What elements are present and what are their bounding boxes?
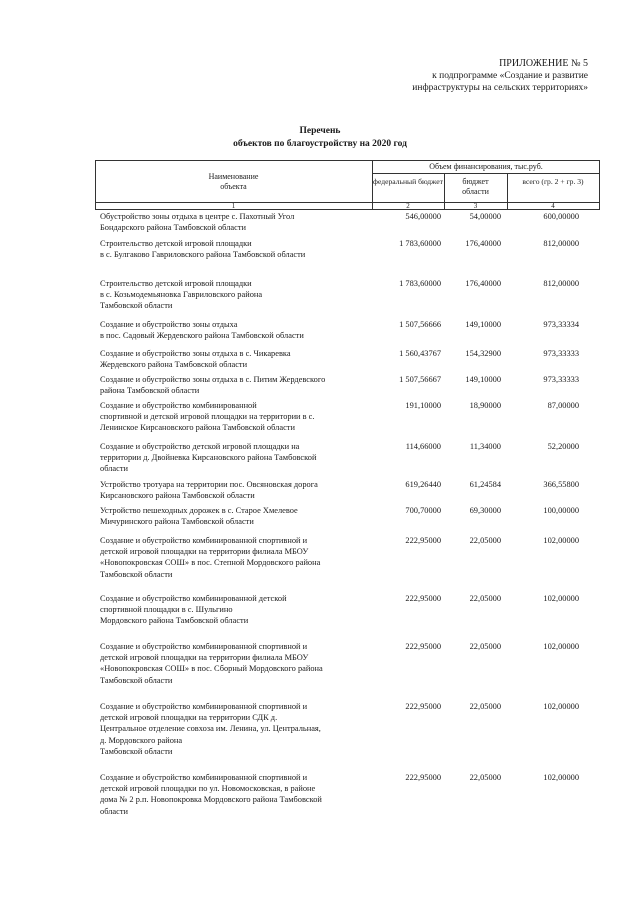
name-line: территории д. Двойневка Кирсановского района Тамбовской xyxy=(100,453,317,463)
name-line: «Новопокровская СОШ» в пос. Степной Мордовского района xyxy=(100,558,321,568)
col-regional-line2: области xyxy=(462,187,489,196)
federal-value: 1 560,43767 xyxy=(399,349,441,358)
name-line: Создание и обустройство комбинированной xyxy=(100,401,257,410)
federal-value: 1 507,56666 xyxy=(399,320,441,329)
regional-value: 22,05000 xyxy=(469,594,501,603)
regional-value: 22,05000 xyxy=(469,773,501,782)
object-name xyxy=(100,441,372,475)
name-line: в пос. Садовый Жердевского района Тамбовской области xyxy=(100,331,304,341)
col-name-header xyxy=(95,172,372,192)
total-value: 100,00000 xyxy=(543,506,579,515)
name-line: в с. Козьмодемьяновка Гавриловского района xyxy=(100,290,263,300)
name-line: Центральное отделение совхоза им. Ленина, ул. Центральная, xyxy=(100,724,321,734)
object-name xyxy=(100,278,372,312)
federal-value: 222,95000 xyxy=(405,773,441,782)
name-line: Создание и обустройство детской игровой площадки на xyxy=(100,442,300,451)
name-line: Мордовского района Тамбовской области xyxy=(100,616,249,626)
name-line: Строительство детской игровой площадки xyxy=(100,239,252,248)
object-name xyxy=(100,641,372,686)
federal-value: 222,95000 xyxy=(405,536,441,545)
col-num-1: 1 xyxy=(231,202,236,210)
object-name xyxy=(100,701,372,757)
object-name xyxy=(100,772,372,817)
name-line: Ленинское Кирсановского района Тамбовской области xyxy=(100,423,295,433)
name-line: Устройство пешеходных дорожек в с. Старое Хмелевое xyxy=(100,506,298,515)
name-line: Устройство тротуара на территории пос. Овсяновская дорога xyxy=(100,480,318,489)
col-federal-header: федеральный бюджет xyxy=(373,177,443,186)
col-num-3: 3 xyxy=(473,202,478,210)
object-name xyxy=(100,400,372,434)
name-line: Тамбовской области xyxy=(100,301,173,311)
federal-value: 222,95000 xyxy=(405,702,441,711)
object-name xyxy=(100,505,372,527)
total-value: 973,33333 xyxy=(543,375,579,384)
regional-value: 22,05000 xyxy=(469,702,501,711)
total-value: 102,00000 xyxy=(543,773,579,782)
name-line: детской игровой площадки на территории СДК д. xyxy=(100,713,278,723)
name-line: в с. Булгаково Гавриловского района Тамбовской области xyxy=(100,250,306,260)
name-line: Тамбовской области xyxy=(100,675,173,685)
appendix-block xyxy=(330,58,588,94)
federal-value: 546,00000 xyxy=(405,212,441,221)
col-regional-header xyxy=(444,177,507,197)
name-line: «Новопокровская СОШ» в пос. Сборный Мордовского района xyxy=(100,664,323,674)
name-line: Создание и обустройство комбинированной спортивной и xyxy=(100,642,308,651)
name-line: района Тамбовской области xyxy=(100,386,200,396)
object-name xyxy=(100,374,372,396)
name-line: Создание и обустройство комбинированной спортивной и xyxy=(100,773,308,782)
regional-value: 154,32900 xyxy=(465,349,501,358)
object-name xyxy=(100,479,372,501)
object-name xyxy=(100,535,372,580)
name-line: Создание и обустройство зоны отдыха в с. Питим Жердевского xyxy=(100,375,326,384)
federal-value: 619,26440 xyxy=(405,480,441,489)
document-heading-subtitle: объектов по благоустройству на 2020 год xyxy=(233,139,407,149)
regional-value: 149,10000 xyxy=(465,320,501,329)
name-line: спортивной площадки в с. Шульгино xyxy=(100,605,233,615)
name-line: Создание и обустройство зоны отдыха xyxy=(100,320,238,329)
funding-header: Объем финансирования, тыс.руб. xyxy=(429,162,543,171)
name-line: детской игровой площадки по ул. Новомосковская, в районе xyxy=(100,784,316,794)
name-line: дома № 2 р.п. Новопокровка Мордовского района Тамбовской xyxy=(100,795,322,805)
col-num-2: 2 xyxy=(406,202,410,210)
total-value: 102,00000 xyxy=(543,536,579,545)
regional-value: 22,05000 xyxy=(469,536,501,545)
col-regional-line1: бюджет xyxy=(462,177,489,186)
name-line: Обустройство зоны отдыха в центре с. Пахотный Угол xyxy=(100,212,295,221)
regional-value: 149,10000 xyxy=(465,375,501,384)
federal-value: 191,10000 xyxy=(405,401,441,410)
regional-value: 176,40000 xyxy=(465,239,501,248)
name-line: области xyxy=(100,464,128,474)
total-value: 366,55800 xyxy=(543,480,579,489)
federal-value: 222,95000 xyxy=(405,642,441,651)
name-line: детской игровой площадки на территории филиала МБОУ xyxy=(100,653,309,663)
name-line: области xyxy=(100,806,128,816)
total-value: 87,00000 xyxy=(547,401,579,410)
regional-value: 54,00000 xyxy=(469,212,501,221)
federal-value: 1 783,60000 xyxy=(399,239,441,248)
object-name xyxy=(100,348,372,370)
total-value: 812,00000 xyxy=(543,279,579,288)
name-line: д. Мордовского района xyxy=(100,735,183,745)
federal-value: 222,95000 xyxy=(405,594,441,603)
col-name-line1: Наименование xyxy=(208,172,259,181)
appendix-title: ПРИЛОЖЕНИЕ № 5 xyxy=(499,58,588,69)
total-value: 600,00000 xyxy=(543,212,579,221)
total-value: 102,00000 xyxy=(543,642,579,651)
col-total-header: всего (гр. 2 + гр. 3) xyxy=(522,177,584,186)
name-line: спортивной и детской игровой площадки на территории в с. xyxy=(100,412,315,422)
total-value: 973,33333 xyxy=(543,349,579,358)
table-header xyxy=(95,160,600,210)
name-line: Мичуринского района Тамбовской области xyxy=(100,517,254,527)
header-top-line xyxy=(95,160,600,161)
appendix-line2: инфраструктуры на сельских территориях» xyxy=(412,83,588,93)
name-line: Тамбовской области xyxy=(100,569,173,579)
name-line: детской игровой площадки на территории филиала МБОУ xyxy=(100,547,309,557)
regional-value: 69,30000 xyxy=(469,506,501,515)
name-line: Жердевского района Тамбовской области xyxy=(100,360,248,370)
name-line: Кирсановского района Тамбовской области xyxy=(100,491,255,501)
regional-value: 18,90000 xyxy=(469,401,501,410)
name-line: Создание и обустройство комбинированной спортивной и xyxy=(100,702,308,711)
total-value: 973,33334 xyxy=(543,320,579,329)
total-value: 102,00000 xyxy=(543,594,579,603)
appendix-line1: к подпрограмме «Создание и развитие xyxy=(432,71,588,81)
name-line: Тамбовской области xyxy=(100,746,173,756)
name-line: Строительство детской игровой площадки xyxy=(100,279,252,288)
total-value: 102,00000 xyxy=(543,702,579,711)
federal-value: 1 507,56667 xyxy=(399,375,441,384)
objects-table xyxy=(95,160,600,816)
federal-value: 1 783,60000 xyxy=(399,279,441,288)
col-name-line2: объекта xyxy=(220,182,247,191)
object-name xyxy=(100,238,372,260)
col-num-4: 4 xyxy=(551,202,555,210)
regional-value: 11,34000 xyxy=(469,442,501,451)
regional-value: 176,40000 xyxy=(465,279,501,288)
name-line: Бондарского района Тамбовской области xyxy=(100,223,246,233)
name-line: Создание и обустройство комбинированной спортивной и xyxy=(100,536,308,545)
federal-value: 700,70000 xyxy=(405,506,441,515)
name-line: Создание и обустройство зоны отдыха в с. Чикаревка xyxy=(100,349,291,358)
header-mid-line xyxy=(372,173,600,174)
total-value: 812,00000 xyxy=(543,239,579,248)
object-name xyxy=(100,593,372,627)
document-heading-title: Перечень xyxy=(299,126,341,136)
total-value: 52,20000 xyxy=(547,442,579,451)
federal-value: 114,66000 xyxy=(405,442,441,451)
object-name xyxy=(100,211,372,233)
regional-value: 22,05000 xyxy=(469,642,501,651)
regional-value: 61,24584 xyxy=(469,480,501,489)
object-name xyxy=(100,319,372,341)
name-line: Создание и обустройство комбинированной детской xyxy=(100,594,287,603)
